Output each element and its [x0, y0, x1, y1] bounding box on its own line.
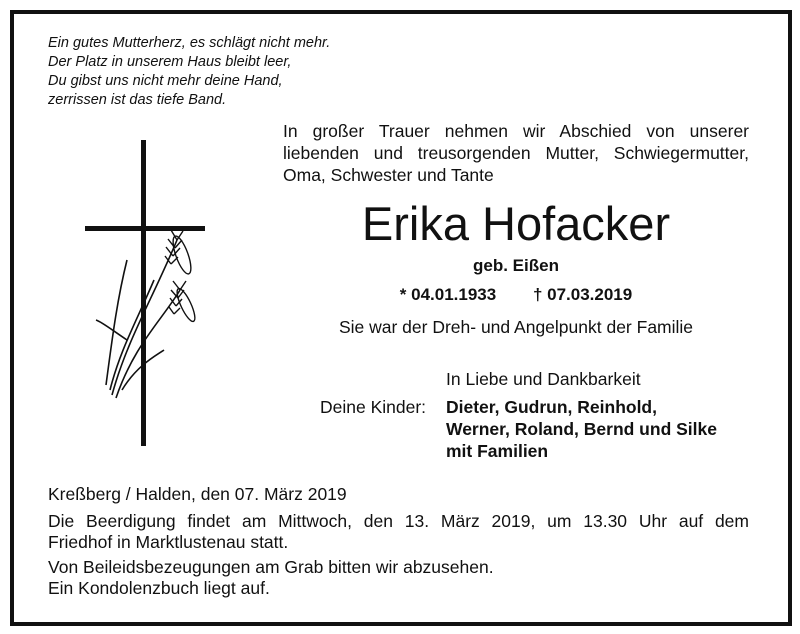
funeral-line: Friedhof in Marktlustenau statt. [48, 532, 289, 552]
place-date: Kreßberg / Halden, den 07. März 2019 [48, 484, 347, 504]
cross-vertical-beam [141, 140, 146, 446]
funeral-info [48, 511, 749, 553]
poem [48, 34, 330, 110]
poem-line: Ein gutes Mutterherz, es schlägt nicht mehr. [48, 35, 331, 51]
intro-line: liebenden und treusorgenden Mutter, Schwiegermutter, [283, 143, 749, 163]
mourners-line: mit Familien [446, 441, 549, 461]
intro-line: In großer Trauer nehmen wir Abschied von unserer [283, 121, 749, 141]
mourners-line: Werner, Roland, Bernd und Silke [446, 419, 717, 439]
wheat-stalks [96, 240, 180, 398]
mourners-greeting: In Liebe und Dankbarkeit [446, 369, 641, 389]
birth-date: * 04.01.1933 [399, 285, 497, 304]
funeral-line: Die Beerdigung findet am Mittwoch, den 13. März 2019, um 13.30 Uhr auf dem [48, 511, 749, 531]
poem-line: Der Platz in unserem Haus bleibt leer, [48, 54, 292, 70]
death-date: † 07.03.2019 [532, 285, 633, 304]
tagline: Sie war der Dreh- und Angelpunkt der Familie [338, 317, 694, 337]
cross-horizontal-beam [85, 226, 205, 231]
poem-line: zerrissen ist das tiefe Band. [48, 92, 227, 108]
notice-line: Von Beileidsbezeugungen am Grab bitten wir abzusehen. [48, 557, 494, 577]
birth-name: geb. Eißen [473, 256, 559, 275]
intro-text [283, 120, 749, 186]
intro-line: Oma, Schwester und Tante [283, 165, 494, 185]
poem-line: Du gibst uns nicht mehr deine Hand, [48, 73, 283, 89]
wheat-ears [165, 230, 198, 323]
mourners-label: Deine Kinder: [320, 397, 427, 417]
cross-with-wheat-icon [82, 140, 212, 450]
notice [48, 557, 749, 599]
deceased-name: Erika Hofacker [361, 197, 671, 250]
mourners-list [446, 396, 717, 462]
notice-line: Ein Kondolenzbuch liegt auf. [48, 578, 270, 598]
life-dates [283, 285, 749, 305]
mourners-line: Dieter, Gudrun, Reinhold, [446, 397, 657, 417]
